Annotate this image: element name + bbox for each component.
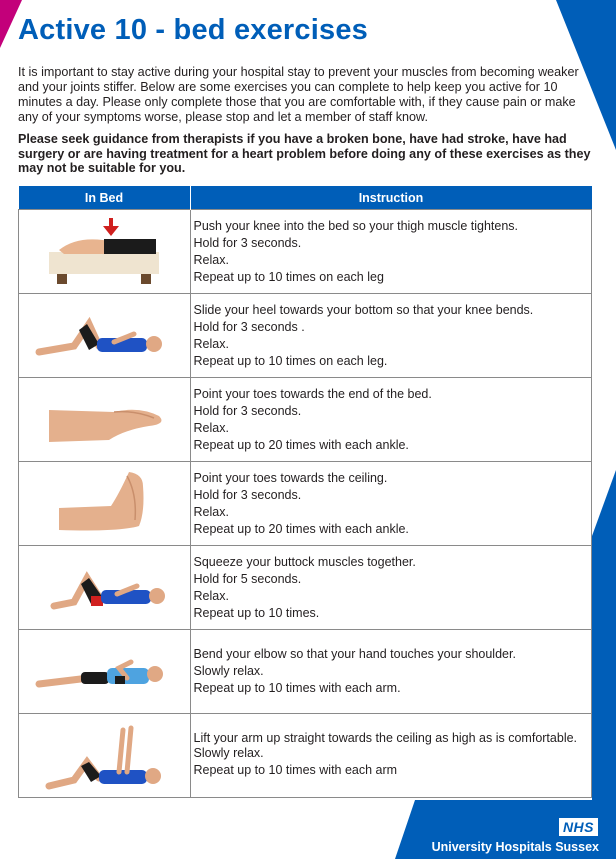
instruction-cell bbox=[190, 462, 592, 546]
table-row bbox=[19, 462, 592, 546]
exercise-image-cell bbox=[19, 462, 191, 546]
instruction-line: Repeat up to 20 times with each ankle. bbox=[193, 437, 409, 452]
exercise-image-cell bbox=[19, 210, 191, 294]
instruction-line: Relax. bbox=[193, 336, 229, 351]
foot-pointing-down-illustration bbox=[19, 380, 189, 460]
nhs-logo: NHS bbox=[559, 818, 598, 836]
warning-paragraph: Please seek guidance from therapists if you have a broken bone, have had stroke, have had surgery or are having treatment for a heart problem before doing any of these exercises as they may not be suitable for you. bbox=[18, 132, 591, 175]
instruction-cell bbox=[190, 210, 592, 294]
table-row bbox=[19, 714, 592, 798]
instruction-line: Repeat up to 10 times with each arm. bbox=[193, 681, 401, 695]
glute-squeeze-illustration bbox=[19, 548, 189, 628]
instruction-line: Bend your elbow so that your hand touches your shoulder. bbox=[193, 647, 516, 661]
exercise-image-cell bbox=[19, 630, 191, 714]
instruction-line: Relax. bbox=[193, 420, 229, 435]
instruction-line: Hold for 3 seconds . bbox=[193, 319, 305, 334]
instruction-line: Slide your heel towards your bottom so that your knee bends. bbox=[193, 302, 534, 317]
instruction-line: Relax. bbox=[193, 504, 229, 519]
instruction-line: Relax. bbox=[193, 252, 229, 267]
arm-raise-illustration bbox=[19, 716, 189, 796]
instruction-line: Lift your arm up straight towards the ceiling as high as is comfortable. bbox=[193, 731, 578, 745]
exercise-image-cell bbox=[19, 294, 191, 378]
elbow-bend-illustration bbox=[19, 632, 189, 712]
instruction-line: Push your knee into the bed so your thigh muscle tightens. bbox=[193, 218, 518, 233]
instruction-cell bbox=[190, 294, 592, 378]
table-row bbox=[19, 630, 592, 714]
instruction-cell bbox=[190, 546, 592, 630]
instruction-cell bbox=[190, 630, 592, 714]
organisation-name: University Hospitals Sussex bbox=[431, 840, 599, 854]
instruction-line: Point your toes towards the end of the bed. bbox=[193, 386, 432, 401]
instruction-line: Repeat up to 10 times on each leg. bbox=[193, 353, 388, 368]
column-header-in-bed: In Bed bbox=[19, 186, 191, 210]
page-title: Active 10 - bed exercises bbox=[18, 14, 368, 46]
instruction-line: Repeat up to 10 times on each leg bbox=[193, 269, 384, 284]
exercise-image-cell bbox=[19, 546, 191, 630]
instruction-line: Repeat up to 10 times. bbox=[193, 605, 320, 620]
heel-slide-illustration bbox=[19, 296, 189, 376]
instruction-line: Hold for 5 seconds. bbox=[193, 571, 302, 586]
exercise-table bbox=[18, 186, 592, 798]
side-accent-blue bbox=[592, 470, 616, 800]
instruction-cell bbox=[190, 714, 592, 798]
exercise-image-cell bbox=[19, 378, 191, 462]
exercise-image-cell bbox=[19, 714, 191, 798]
instruction-line: Slowly relax. bbox=[193, 664, 264, 678]
instruction-line: Hold for 3 seconds. bbox=[193, 403, 302, 418]
instruction-line: Squeeze your buttock muscles together. bbox=[193, 554, 416, 569]
instruction-line: Point your toes towards the ceiling. bbox=[193, 470, 388, 485]
instruction-line: Repeat up to 10 times with each arm bbox=[193, 763, 398, 777]
column-header-instruction: Instruction bbox=[190, 186, 592, 210]
instruction-line: Repeat up to 20 times with each ankle. bbox=[193, 521, 409, 536]
instruction-line: Relax. bbox=[193, 588, 229, 603]
foot-pointing-up-illustration bbox=[19, 464, 189, 544]
knee-press-illustration bbox=[19, 212, 189, 292]
table-header-row bbox=[19, 186, 592, 210]
instruction-cell bbox=[190, 378, 592, 462]
table-row bbox=[19, 294, 592, 378]
intro-paragraph: It is important to stay active during your hospital stay to prevent your muscles from becoming weaker and your joints stiffer. Below are some exercises you can complete to help keep you active for 10 minutes a day. Please only complete those that you are comfortable with, if they cause pain or make any of your symptoms worse, please stop and let a member of staff know. bbox=[18, 65, 579, 124]
table-row bbox=[19, 210, 592, 294]
table-row bbox=[19, 546, 592, 630]
instruction-line: Hold for 3 seconds. bbox=[193, 235, 302, 250]
instruction-line: Hold for 3 seconds. bbox=[193, 487, 302, 502]
instruction-line: Slowly relax. bbox=[193, 746, 264, 760]
table-row bbox=[19, 378, 592, 462]
